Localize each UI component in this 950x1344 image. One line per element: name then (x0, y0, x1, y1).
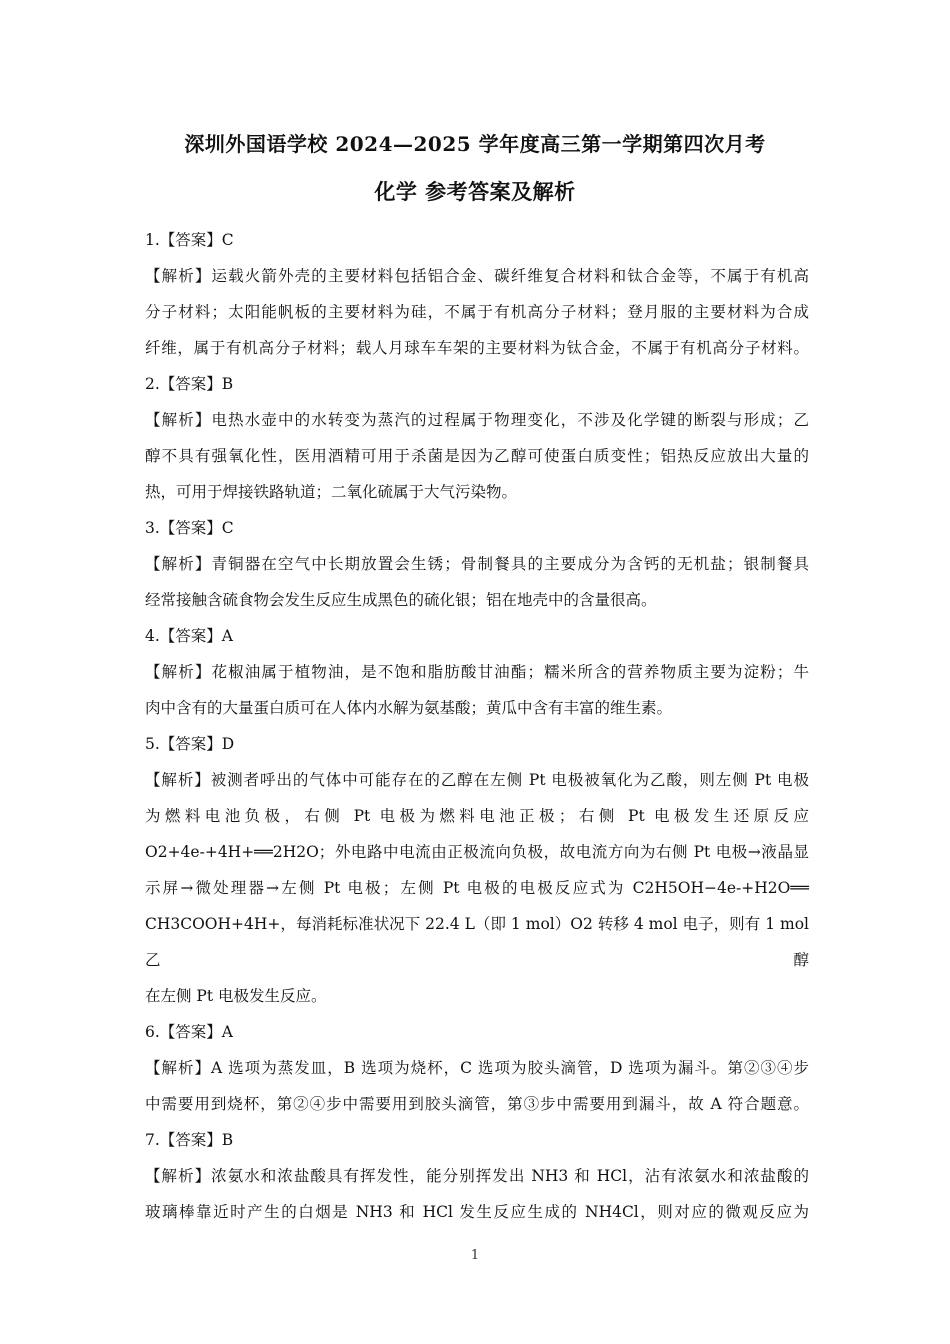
explanation-line: 纤维，属于有机高分子材料；载人月球车车架的主要材料为钛合金，不属于有机高分子材料。 (145, 339, 809, 357)
answer-item (145, 726, 809, 1014)
answer-item (145, 1014, 809, 1122)
explanation-line: 【解析】电热水壶中的水转变为蒸汽的过程属于物理变化，不涉及化学键的断裂与形成；乙 (145, 411, 809, 429)
explanation-line: 肉中含有的大量蛋白质可在人体内水解为氨基酸；黄瓜中含有丰富的维生素。 (145, 699, 673, 717)
explanation-line: 玻璃棒靠近时产生的白烟是 NH3 和 HCl 发生反应生成的 NH4Cl，则对应的微观反应为 (145, 1203, 809, 1221)
answer-label: 6.【答案】A (145, 1023, 233, 1041)
explanation-line: 经常接触含硫食物会发生反应生成黑色的硫化银；铝在地壳中的含量很高。 (145, 591, 657, 609)
explanation-line: 为燃料电池负极，右侧 Pt 电极为燃料电池正极；右侧 Pt 电极发生还原反应 (145, 807, 809, 825)
answer-label: 4.【答案】A (145, 627, 233, 645)
explanation-line: 分子材料；太阳能帆板的主要材料为硅，不属于有机高分子材料；登月服的主要材料为合成 (145, 303, 809, 321)
explanation-line: 【解析】被测者呼出的气体中可能存在的乙醇在左侧 Pt 电极被氧化为乙酸，则左侧 Pt 电极 (145, 771, 809, 789)
answer-label: 1.【答案】C (145, 231, 234, 249)
page-number: 1 (470, 1248, 480, 1263)
answer-item (145, 1122, 809, 1230)
document-title: 深圳外国语学校 2024—2025 学年度高三第一学期第四次月考 (184, 132, 766, 156)
answer-item (145, 222, 809, 366)
explanation-line: 【解析】运载火箭外壳的主要材料包括铝合金、碳纤维复合材料和钛合金等，不属于有机高 (145, 267, 809, 285)
explanation-line: 热，可用于焊接铁路轨道；二氧化硫属于大气污染物。 (145, 483, 518, 501)
explanation-line: CH3COOH+4H+，每消耗标准状况下 22.4 L（即 1 mol）O2 转移 4 mol 电子，则有 1 mol 乙醇 (145, 915, 809, 969)
answer-list (145, 222, 809, 1230)
answer-item (145, 618, 809, 726)
answer-label: 5.【答案】D (145, 735, 235, 753)
explanation-line: 示屏→微处理器→左侧 Pt 电极；左侧 Pt 电极的电极反应式为 C2H5OH−4e-+H2O══ (145, 879, 809, 897)
document-subtitle: 化学 参考答案及解析 (374, 179, 576, 204)
explanation-line: 在左侧 Pt 电极发生反应。 (145, 987, 327, 1005)
explanation-line: 醇不具有强氧化性，医用酒精可用于杀菌是因为乙醇可使蛋白质变性；铝热反应放出大量的 (145, 447, 809, 465)
answer-item (145, 366, 809, 510)
explanation-line: O2+4e-+4H+══2H2O；外电路中电流由正极流向负极，故电流方向为右侧 Pt 电极→液晶显 (145, 843, 809, 861)
answer-label: 2.【答案】B (145, 375, 234, 393)
explanation-line: 【解析】A 选项为蒸发皿，B 选项为烧杯，C 选项为胶头滴管，D 选项为漏斗。第②③④步 (145, 1059, 809, 1077)
explanation-line: 【解析】花椒油属于植物油，是不饱和脂肪酸甘油酯；糯米所含的营养物质主要为淀粉；牛 (145, 663, 809, 681)
explanation-line: 【解析】浓氨水和浓盐酸具有挥发性，能分别挥发出 NH3 和 HCl，沾有浓氨水和浓盐酸的 (145, 1167, 809, 1185)
explanation-line: 【解析】青铜器在空气中长期放置会生锈；骨制餐具的主要成分为含钙的无机盐；银制餐具 (145, 555, 809, 573)
answer-label: 3.【答案】C (145, 519, 234, 537)
explanation-line: 中需要用到烧杯，第②④步中需要用到胶头滴管，第③步中需要用到漏斗，故 A 符合题意。 (145, 1095, 809, 1113)
answer-item (145, 510, 809, 618)
answer-label: 7.【答案】B (145, 1131, 234, 1149)
